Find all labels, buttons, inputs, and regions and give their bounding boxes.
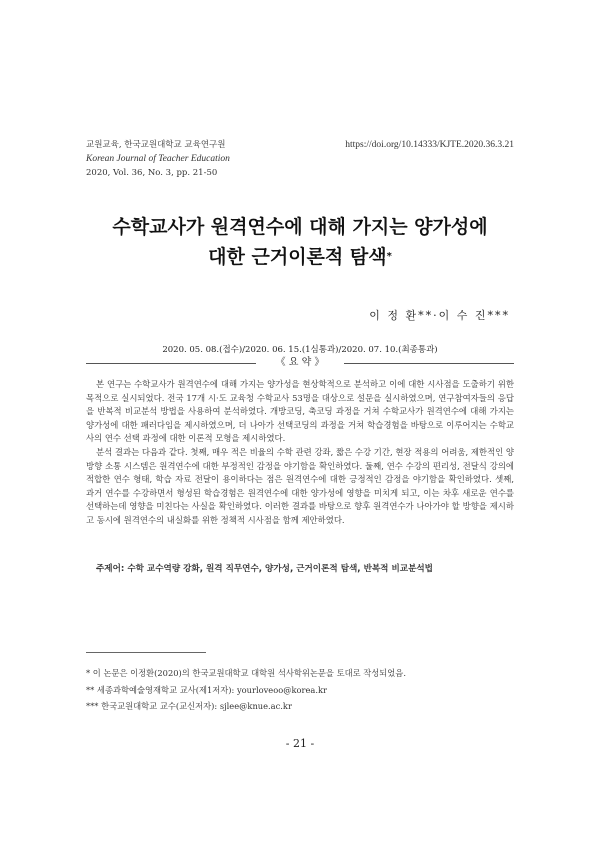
journal-name-korean: 교원교육, 한국교원대학교 교육연구원 [86,140,226,150]
abstract-rule-right [344,363,514,364]
abstract-paragraph-2: 분석 결과는 다음과 같다. 첫째, 매우 적은 비율의 수학 관련 강좌, 짧은 수강 기간, 현장 적용의 어려움, 제한적인 양방향 소통 시스템은 원격연수에 대한 부정적인 감정을 야기함을 확인하였다. 둘째, 연수 수강의 편리성, 전달식 강의에 적합한 연수 형태, 학습 자료 전달이 용이하다는 점은 원격연수에 대한 긍정적인 감정을 야기함을 확인하였다. 셋째, 과거 연수를 수강하면서 형성된 학습경험은 원격연수에 대한 양가성에 영향을 미치게 되고, 이는 차후 새로운 연수를 선택하는데 영향을 미친다는 사실을 확인하였다. 이러한 결과를 바탕으로 향후 원격연수가 나아가야 할 방향을 제시하고 동시에 원격연수의 내실화를 위한 정책적 시사점을 함께 제안하였다. [86,446,514,525]
abstract-rule-left [86,363,256,364]
footnote-3: *** 한국교원대학교 교수(교신저자): sjlee@knue.ac.kr [86,701,292,711]
footnotes [86,665,406,715]
journal-volume: 2020, Vol. 36, No. 3, pp. 21-50 [86,168,218,178]
paper-title [0,212,600,272]
journal-header [86,138,230,180]
title-footnote-mark: * [386,251,392,262]
footnote-1: * 이 논문은 이정환(2020)의 한국교원대학교 대학원 석사학위논문을 토대로 작성되었음. [86,668,406,678]
submission-dates: 2020. 05. 08.(접수)/2020. 06. 15.(1심통과)/2020. 07. 10.(최종통과) [162,345,438,355]
abstract-heading-bar [86,356,514,370]
title-line-2 [0,242,600,272]
abstract-heading: 《 요 약 》 [275,357,325,368]
footnote-2: ** 세종과학예술영재학교 교사(제1저자): yourloveoo@korea.kr [86,684,327,695]
page-number: - 21 - [285,737,315,750]
abstract-body [86,378,514,528]
title-line-2-text: 대한 근거이론적 탐색 [208,246,387,268]
doi-link[interactable]: https://doi.org/10.14333/KJTE.2020.36.3.21 [345,140,514,150]
journal-name-english: Korean Journal of Teacher Education [86,154,230,164]
keywords: 주제어: 수학 교수역량 강화, 원격 직무연수, 양가성, 근거이론적 탐색, 반복적 비교분석법 [96,564,433,574]
abstract-paragraph-1: 본 연구는 수학교사가 원격연수에 대해 가지는 양가성을 현상학적으로 분석하고 이에 대한 시사점을 도출하기 위한 목적으로 실시되었다. 전국 17개 시·도 교육청 수학교사 53명을 대상으로 설문을 실시하였으며, 연구참여자들의 응답을 반복적 비교분석 방법을 사용하여 분석하였다. 개방코딩, 축코딩 과정을 거쳐 수학교사가 원격연수에 대해 가지는 양가성에 대한 패러다임을 제시하였으며, 더 나아가 선택코딩의 과정을 거쳐 학습경험을 바탕으로 이루어지는 수학교사의 연수 선택 과정에 대한 이론적 모형을 제시하였다. [86,379,514,444]
footnote-divider [86,652,206,653]
authors: 이 정 환**·이 수 진*** [369,309,510,322]
title-line-1: 수학교사가 원격연수에 대해 가지는 양가성에 [112,216,488,238]
